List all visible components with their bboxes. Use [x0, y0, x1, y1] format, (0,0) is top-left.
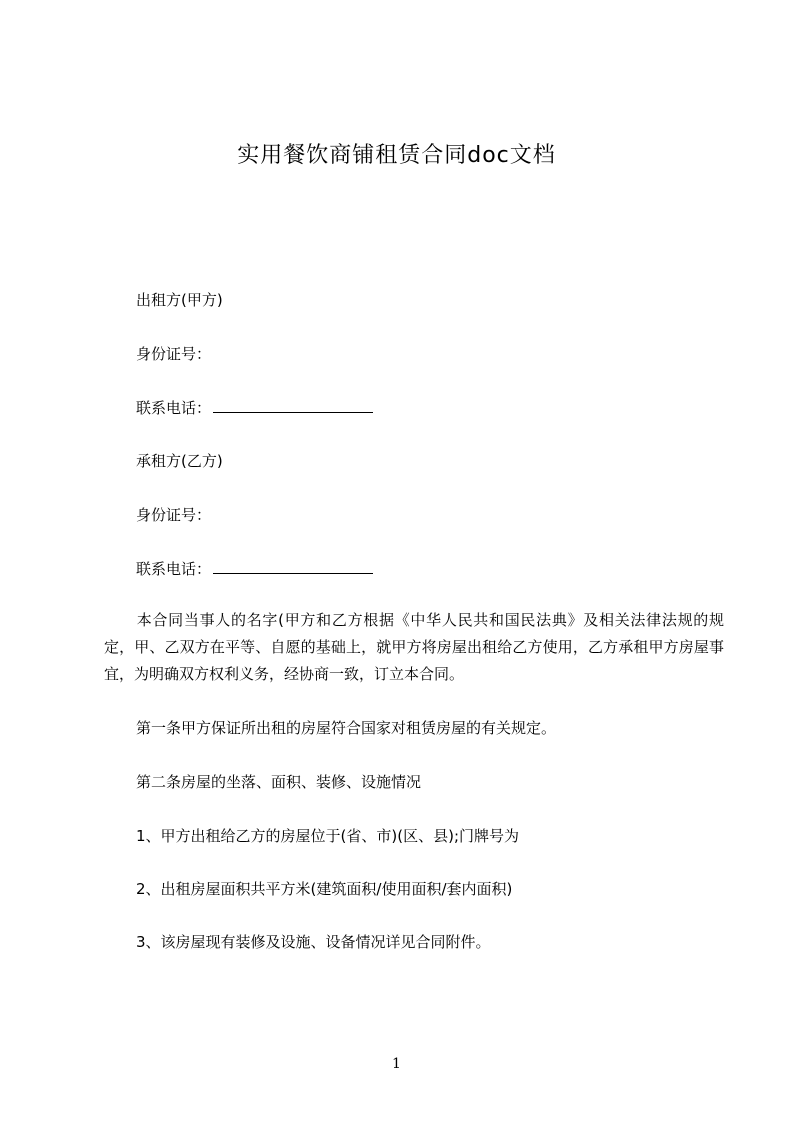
document-title: 实用餐饮商铺租赁合同doc文档	[237, 143, 556, 168]
article-2: 第二条房屋的坐落、面积、装修、设施情况	[136, 773, 422, 791]
lessor-phone-row	[136, 398, 373, 418]
lessor-label: 出租方(甲方)	[136, 291, 223, 309]
item-1: 1、甲方出租给乙方的房屋位于(省、市)(区、县);门牌号为	[136, 827, 520, 845]
lessee-label: 承租方(乙方)	[136, 452, 223, 470]
page-number: 1	[392, 1056, 401, 1072]
article-1: 第一条甲方保证所出租的房屋符合国家对租赁房屋的有关规定。	[136, 719, 557, 737]
lessee-phone-label: 联系电话：	[136, 560, 212, 578]
intro-paragraph	[104, 607, 724, 688]
lessee-phone-row	[136, 559, 373, 579]
lessor-phone-blank	[213, 398, 373, 413]
lessor-phone-label: 联系电话：	[136, 399, 212, 417]
item-3: 3、该房屋现有装修及设施、设备情况详见合同附件。	[136, 933, 491, 951]
item-2: 2、出租房屋面积共平方米(建筑面积/使用面积/套内面积)	[136, 880, 513, 898]
lessor-id-label: 身份证号：	[136, 345, 212, 363]
lessee-phone-blank	[213, 559, 373, 574]
intro-paragraph-text: 本合同当事人的名字(甲方和乙方根据《中华人民共和国民法典》及相关法律法规的规定，甲、乙双方在平等、自愿的基础上，就甲方将房屋出租给乙方使用，乙方承租甲方房屋事宜，为明确双方权利义务，经协商一致，订立本合同。	[104, 611, 724, 683]
lessee-id-label: 身份证号：	[136, 506, 212, 524]
